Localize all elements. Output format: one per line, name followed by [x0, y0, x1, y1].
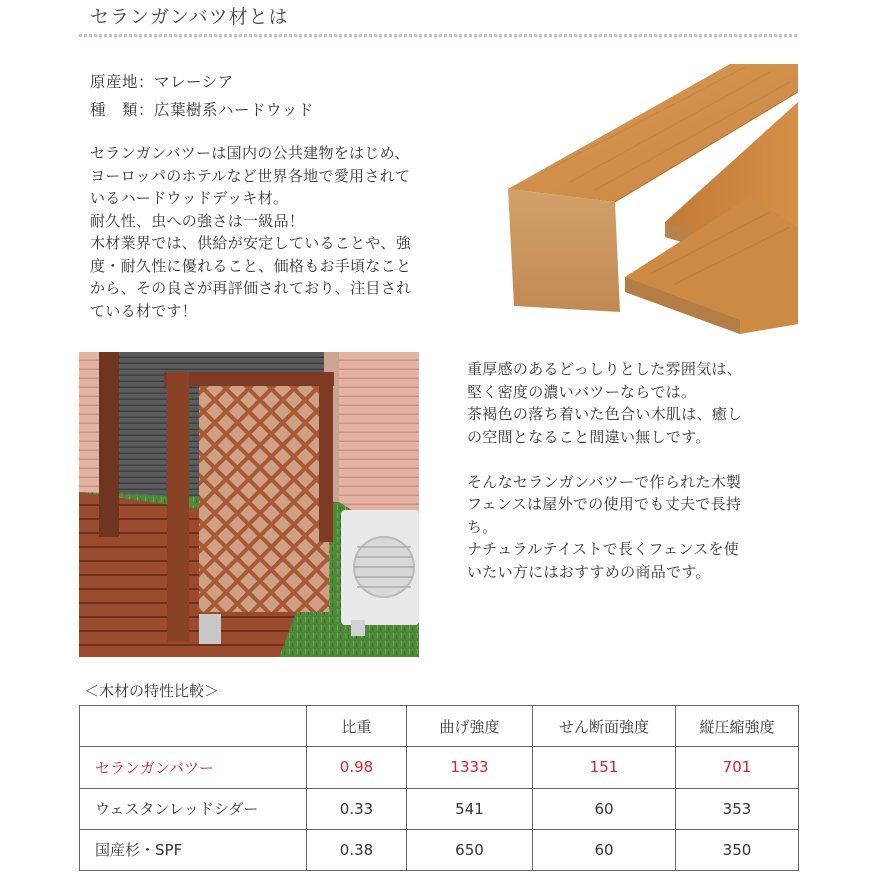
fence-photo: [79, 352, 419, 657]
header-cell: せん断面強度: [533, 706, 676, 747]
intro-line: 度・耐久性に優れること、価格もお手頃なこと: [90, 256, 412, 275]
wood-name-cell: ウェスタンレッドシダー: [80, 788, 307, 829]
table-cell: 701: [676, 747, 799, 788]
origin-spec: [90, 70, 234, 92]
table-caption: ＜木材の特性比較＞: [84, 682, 220, 700]
side-line: そんなセランガンバツーで作られた木製: [467, 472, 742, 491]
table-header-row: [80, 706, 799, 747]
table-row: [80, 747, 799, 788]
side-line: 茶褐色の落ち着いた色合い木肌は、癒し: [467, 405, 743, 423]
type-value: 広葉樹系ハードウッド: [154, 101, 314, 119]
side-line: の空間となること間違い無しです。: [467, 427, 711, 446]
type-label: 種 類：: [90, 101, 155, 119]
title-divider: [79, 34, 797, 37]
header-cell: 縦圧縮強度: [676, 706, 799, 747]
side-line: [467, 448, 742, 471]
wood-name-cell: セランガンバツー: [80, 747, 307, 788]
table-cell: 0.38: [307, 829, 407, 870]
intro-line: いるハードウッドデッキ材。: [90, 189, 289, 207]
table-cell: 60: [533, 829, 676, 870]
origin-label: 原産地：: [90, 73, 155, 91]
table-cell: 353: [676, 788, 799, 829]
type-spec: [90, 98, 314, 120]
table-cell: 0.33: [307, 788, 407, 829]
table-row: [80, 829, 799, 870]
side-line: いたい方にはおすすめの商品です。: [467, 562, 711, 581]
intro-line: 耐久性、虫への強さは一級品！: [90, 211, 305, 230]
table-row: [80, 788, 799, 829]
intro-line: ている材です！: [90, 301, 198, 320]
table-cell: 151: [533, 747, 676, 788]
side-paragraph: [467, 358, 742, 583]
header-cell: 曲げ強度: [407, 706, 533, 747]
table-cell: 650: [407, 829, 533, 870]
comparison-table: [79, 705, 799, 871]
table-cell: 60: [533, 788, 676, 829]
header-cell: 比重: [307, 706, 407, 747]
lumber-image: [500, 62, 800, 342]
header-cell: [80, 706, 307, 747]
intro-line: 木材業界では、供給が安定していることや、強: [90, 234, 412, 252]
table-cell: 541: [407, 788, 533, 829]
side-line: ナチュラルテイストで長くフェンスを使: [467, 540, 740, 558]
intro-paragraph: [90, 142, 411, 322]
intro-line: ヨーロッパのホテルなど世界各地で愛用されて: [90, 166, 411, 185]
table-cell: 1333: [407, 747, 533, 788]
side-line: 重厚感のあるどっしりとした雰囲気は、: [467, 360, 743, 378]
origin-value: マレーシア: [154, 73, 234, 91]
intro-line: セランガンバツーは国内の公共建物をはじめ、: [90, 144, 410, 162]
table-cell: 350: [676, 829, 799, 870]
wood-name-cell: 国産杉・SPF: [80, 829, 307, 870]
table-cell: 0.98: [307, 747, 407, 788]
page-title: セランガンバツ材とは: [90, 6, 289, 28]
intro-line: から、その良さが再評価されており、注目され: [90, 279, 412, 297]
side-line: 堅く密度の濃いバツーならでは。: [467, 382, 697, 401]
side-line: フェンスは屋外での使用でも丈夫で長持: [467, 495, 742, 513]
side-line: ち。: [467, 517, 498, 536]
